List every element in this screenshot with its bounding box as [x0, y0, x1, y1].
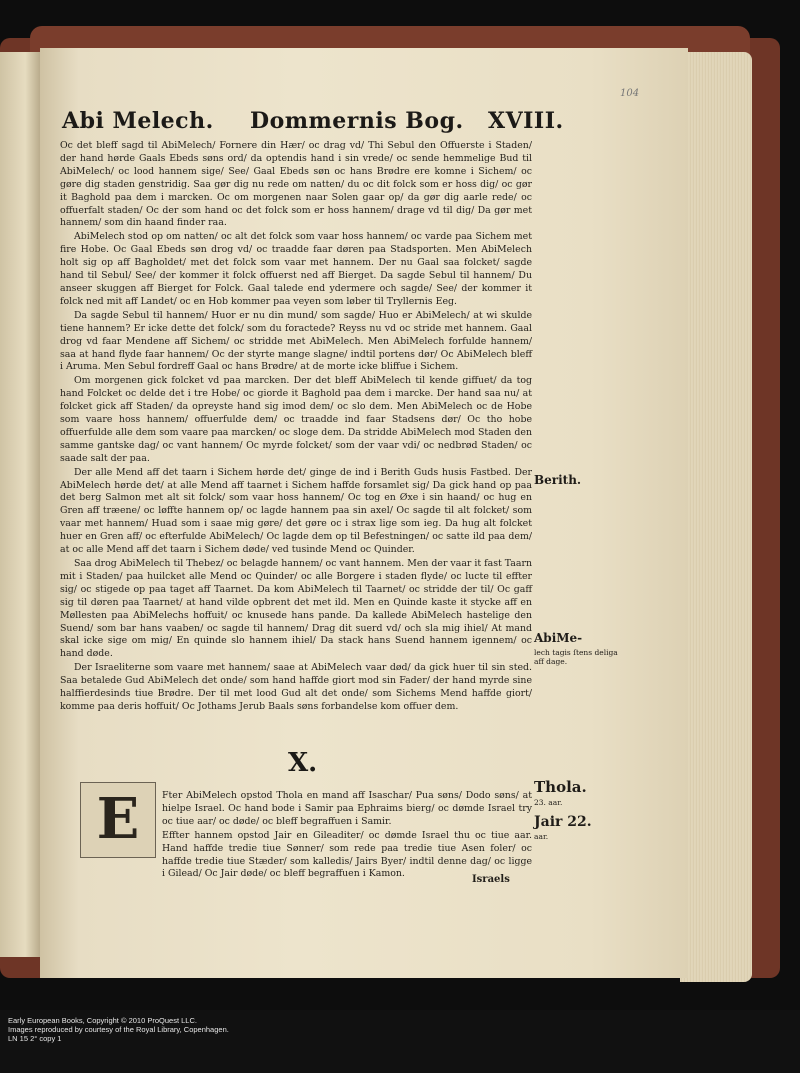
- running-head-title: Dommernis Bog.: [250, 108, 464, 134]
- margin-note-jair-years: aar.: [534, 832, 549, 841]
- margin-note-abimelech-detail: lech tagis ſtens deliga aff dage.: [534, 648, 618, 666]
- margin-note-abimelech: AbiMe-: [534, 631, 583, 645]
- page-stack-edge: [680, 52, 752, 982]
- running-head-left: Abi Melech.: [62, 108, 214, 134]
- credit-line: Images reproduced by courtesy of the Royal Library, Copenhagen.: [8, 1025, 229, 1034]
- initial-letter: E: [96, 786, 140, 852]
- credit-line: Early European Books, Copyright © 2010 ProQuest LLC.: [8, 1016, 197, 1025]
- text-paragraph: Om morgenen gick folcket vd paa marcken. Der det bleff AbiMelech til kende giffuet/ da tog hand Folcket oc delde det i tre Hobe/ oc giorde it Baghold paa dem i marcke. Der hand saa nu/ at folcket gick aff Staden/ da opreyste hand sig imod dem/ oc slo dem. Men AbiMelech oc de Hobe som vaare hoss hannem/ offuerfulde dem/ oc traadde ind faar Stadsens dør/ Oc tho hobe offuerfulde alle dem som vaare paa marcken/ oc sloge dem. Da stridde AbiMelech mod Staden den samme gantske dag/ oc vant hannem/ Oc myrde folcket/ som der vaar vdi/ oc nedbrød Staden/ oc saade salt der paa.: [60, 375, 532, 464]
- chapter-text-column: [162, 790, 532, 882]
- text-paragraph: AbiMelech stod op om natten/ oc alt det folck som vaar hoss hannem/ oc varde paa Sichem met fire Hobe. Oc Gaal Ebeds søn drog vd/ oc traadde faar døren paa Stadsporten. Men AbiMelech holt sig op aff Bagholdet/ met det folck som vaar met hannem. Der nu Gaal saa folcket/ sagde hand til Sebul/ See/ der kommer it folck offuerst ned aff Bierget. Da sagde Sebul til hannem/ Du anseer skuggen aff Bierget for Folck. Gaal talede end ydermere och sagde/ See/ der kommer it folck ned mit aff Landet/ oc en Hob kommer paa veyen som løber til Tryllernis Eeg.: [60, 231, 532, 307]
- text-paragraph: Oc det bleff sagd til AbiMelech/ Fornere din Hær/ oc drag vd/ Thi Sebul den Offuerste i Staden/ der hand hørde Gaals Ebeds søns ord/ da optendis hand i sin vrede/ oc sende hemmelige Bud til AbiMelech/ oc lood hannem sige/ See/ Gaal Ebeds søn oc hans Brødre ere komne i Sichem/ oc gøre dig staden genstridig. Saa gør dig nu rede om natten/ du oc dit folck som er hoss dig/ oc gør it Baghold paa dem i marcken. Oc om morgenen naar Solen gaar op/ da gør dig aarle rede/ oc offuerfalt staden/ Oc der som hand oc det folck som er hoss hannem/ drage vd til dig/ Da gør met hannem/ som din haand finder raa.: [60, 140, 532, 229]
- main-text-column: [60, 140, 532, 715]
- chapter-number-roman: XVIII.: [488, 108, 564, 134]
- margin-note-thola-years: 23. aar.: [534, 798, 563, 807]
- chapter-heading: X.: [288, 748, 318, 778]
- copyright-credits: [8, 1016, 229, 1043]
- right-page: [40, 48, 688, 978]
- margin-note-berith: Berith.: [534, 473, 582, 487]
- chapter-paragraph: Fter AbiMelech opstod Thola en mand aff Isaschar/ Pua søns/ Dodo søns/ at hielpe Israel. Oc hand bode i Samir paa Ephraims bierg/ oc dømde Israel try oc tiue aar/ oc døde/ oc bleff begraffuen i Samir.: [162, 790, 532, 827]
- margin-note-jair: Jair 22.: [534, 814, 592, 830]
- folio-number: 104: [620, 88, 640, 99]
- margin-note-thola: Thola.: [534, 778, 587, 796]
- text-paragraph: Der alle Mend aff det taarn i Sichem hørde det/ ginge de ind i Berith Guds husis Fastbed. Der AbiMelech hørde det/ at alle Mend aff taarnet i Sichem haffde forsamlet sig/ Da gick hand op paa det berg Salmon met alt sit folck/ som vaar hoss hannem/ Oc tog en Øxe i sin haand/ oc hug en Gren aff træene/ oc løffte hannem op/ oc lagde hannem paa sin axel/ Oc sagde til alt folcket/ som vaar met hannem/ Huad som i saae mig gøre/ det gøre oc i strax lige som ieg. Da hug alt folcket huer en Gren aff/ oc efterfulde AbiMelech/ Oc lagde dem op til Befestningen/ oc satte ild paa dem/ at oc alle Mend aff det taarn i Sichem døde/ ved tusinde Mend oc Quinder.: [60, 466, 532, 556]
- decorated-initial: [80, 782, 156, 858]
- text-paragraph: Der Israeliterne som vaare met hannem/ saae at AbiMelech vaar død/ da gick huer til sin sted. Saa betalede Gud AbiMelech det onde/ som hand haffde giort mod sin Fader/ der hand myrde sine halffierdesinds tiue Brødre. Der til met lood Gud alt det onde/ som Sichems Mend haffde giort/ komme paa deris hoffuit/ Oc Jothams Jerub Baals søns forbandelse kom offuer dem.: [60, 662, 532, 712]
- credit-line: LN 15 2° copy 1: [8, 1034, 62, 1043]
- text-paragraph: Da sagde Sebul til hannem/ Huor er nu din mund/ som sagde/ Huo er AbiMelech/ at wi skulde tiene hannem? Er icke dette det folck/ som du foractede? Reyss nu vd oc stride met hannem. Gaal drog vd faar Mendene aff Sichem/ oc stridde met AbiMelech. Men AbiMelech forfulde hannem/ saa at hand flyde faar hannem/ Oc der styrte mange slagne/ indtil portens dør/ Oc AbiMelech bleff i Aruma. Men Sebul fordreff Gaal oc hans Brødre/ at de morte icke bliffue i Sichem.: [60, 309, 532, 373]
- catchword: Israels: [472, 874, 510, 885]
- left-page-edge: [0, 52, 42, 957]
- text-paragraph: Saa drog AbiMelech til Thebez/ oc belagde hannem/ oc vant hannem. Men der vaar it fast Taarn mit i Staden/ paa huilcket alle Mend oc Quinder/ oc alle Borgere i staden flyde/ oc lucte til effter sig/ oc stigede op paa taget aff Taarnet. Da kom AbiMelech til Taarnet/ oc stridde der til/ Oc gaff sig til døren paa Taarnet/ at hand vilde opbrent det met ild. Men en Quinde kaste it stycke aff en Møllesten paa AbiMelechs hoffuit/ oc knusede hans pande. Da kallede AbiMelech hastelige den Suend/ som bar hans vaaben/ oc sagde til hannem/ Drag dit suerd vd/ och sla mig ihiel/ At mand skal icke sige om mig/ En quinde slo hannem ihiel/ Da stack hans Suend hannem igennem/ oc hand døde.: [60, 558, 532, 660]
- chapter-paragraph: Effter hannem opstod Jair en Gileaditer/ oc dømde Israel thu oc tiue aar. Hand haffde tredie tiue Sønner/ som rede paa tredie tiue Asen foler/ oc haffde tredie tiue Stæder/ som kalledis/ Jairs Byer/ indtil denne dag/ oc ligge i Gilead/ Oc Jair døde/ oc bleff begraffuen i Kamon.: [162, 829, 532, 880]
